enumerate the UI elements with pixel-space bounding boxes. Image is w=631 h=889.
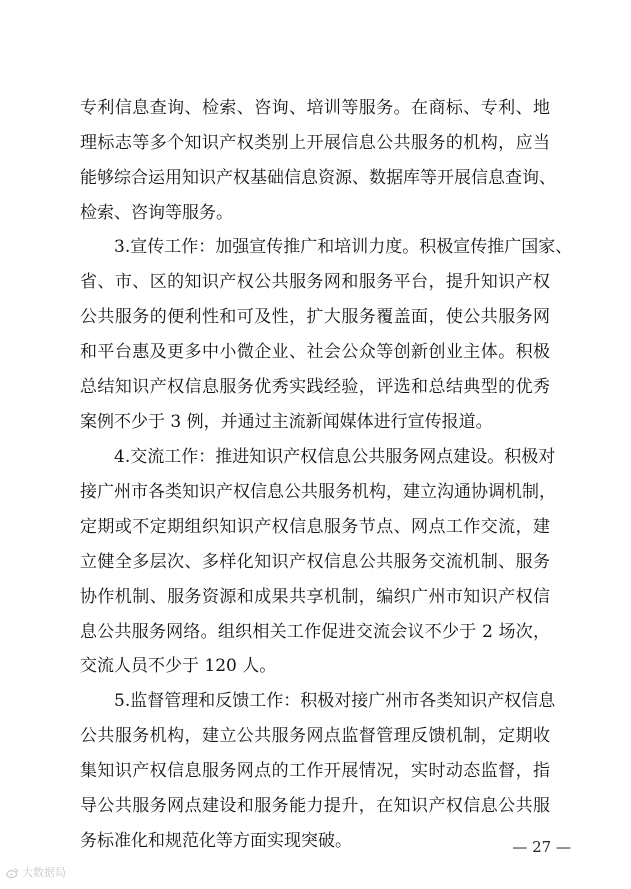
paragraph-heading-line: 3.宣传工作：加强宣传推广和培训力度。积极宣传推广国家、	[114, 237, 573, 257]
text-line: 公共服务的便利性和可及性，扩大服务覆盖面，使公共服务网	[80, 307, 550, 327]
text-line: 省、市、区的知识产权公共服务网和服务平台，提升知识产权	[80, 272, 550, 292]
text-line: 务标准化和规范化等方面实现突破。	[80, 831, 352, 851]
text-line: 导公共服务网点建设和服务能力提升，在知识产权信息公共服	[80, 796, 550, 816]
text-line: 检索、咨询等服务。	[80, 203, 233, 223]
text-line: 接广州市各类知识产权信息公共服务机构，建立沟通协调机制，	[80, 482, 556, 502]
watermark-text: 大数据局	[22, 866, 66, 879]
text-line: 能够综合运用知识产权基础信息资源、数据库等开展信息查询、	[80, 168, 556, 188]
text-line: 公共服务机构，建立公共服务网点监督管理反馈机制，定期收	[80, 726, 550, 746]
text-line: 息公共服务网络。组织相关工作促进交流会议不少于 2 场次，	[80, 622, 550, 642]
text-line: 集知识产权信息服务网点的工作开展情况，实时动态监督，指	[80, 761, 550, 781]
page-number: — 27 —	[512, 838, 571, 856]
text-line: 专利信息查询、检索、咨询、培训等服务。在商标、专利、地	[80, 98, 550, 118]
text-line: 总结知识产权信息服务优秀实践经验，评选和总结典型的优秀	[80, 377, 550, 397]
text-line: 定期或不定期组织知识产权信息服务节点、网点工作交流，建	[80, 517, 550, 537]
text-line: 和平台惠及更多中小微企业、社会公众等创新创业主体。积极	[80, 342, 550, 362]
text-line: 案例不少于 3 例，并通过主流新闻媒体进行宣传报道。	[80, 412, 493, 432]
text-line: 交流人员不少于 120 人。	[80, 656, 277, 676]
watermark	[6, 864, 66, 880]
text-line: 立健全多层次、多样化知识产权信息公共服务交流机制、服务	[80, 552, 550, 572]
paragraph-heading-line: 4.交流工作：推进知识产权信息公共服务网点建设。积极对	[114, 447, 556, 467]
text-line: 协作机制、服务资源和成果共享机制，编织广州市知识产权信	[80, 587, 550, 607]
paragraph-heading-line: 5.监督管理和反馈工作：积极对接广州市各类知识产权信息	[114, 691, 556, 711]
text-line: 理标志等多个知识产权类别上开展信息公共服务的机构，应当	[80, 133, 550, 153]
weibo-logo-icon	[6, 866, 19, 879]
